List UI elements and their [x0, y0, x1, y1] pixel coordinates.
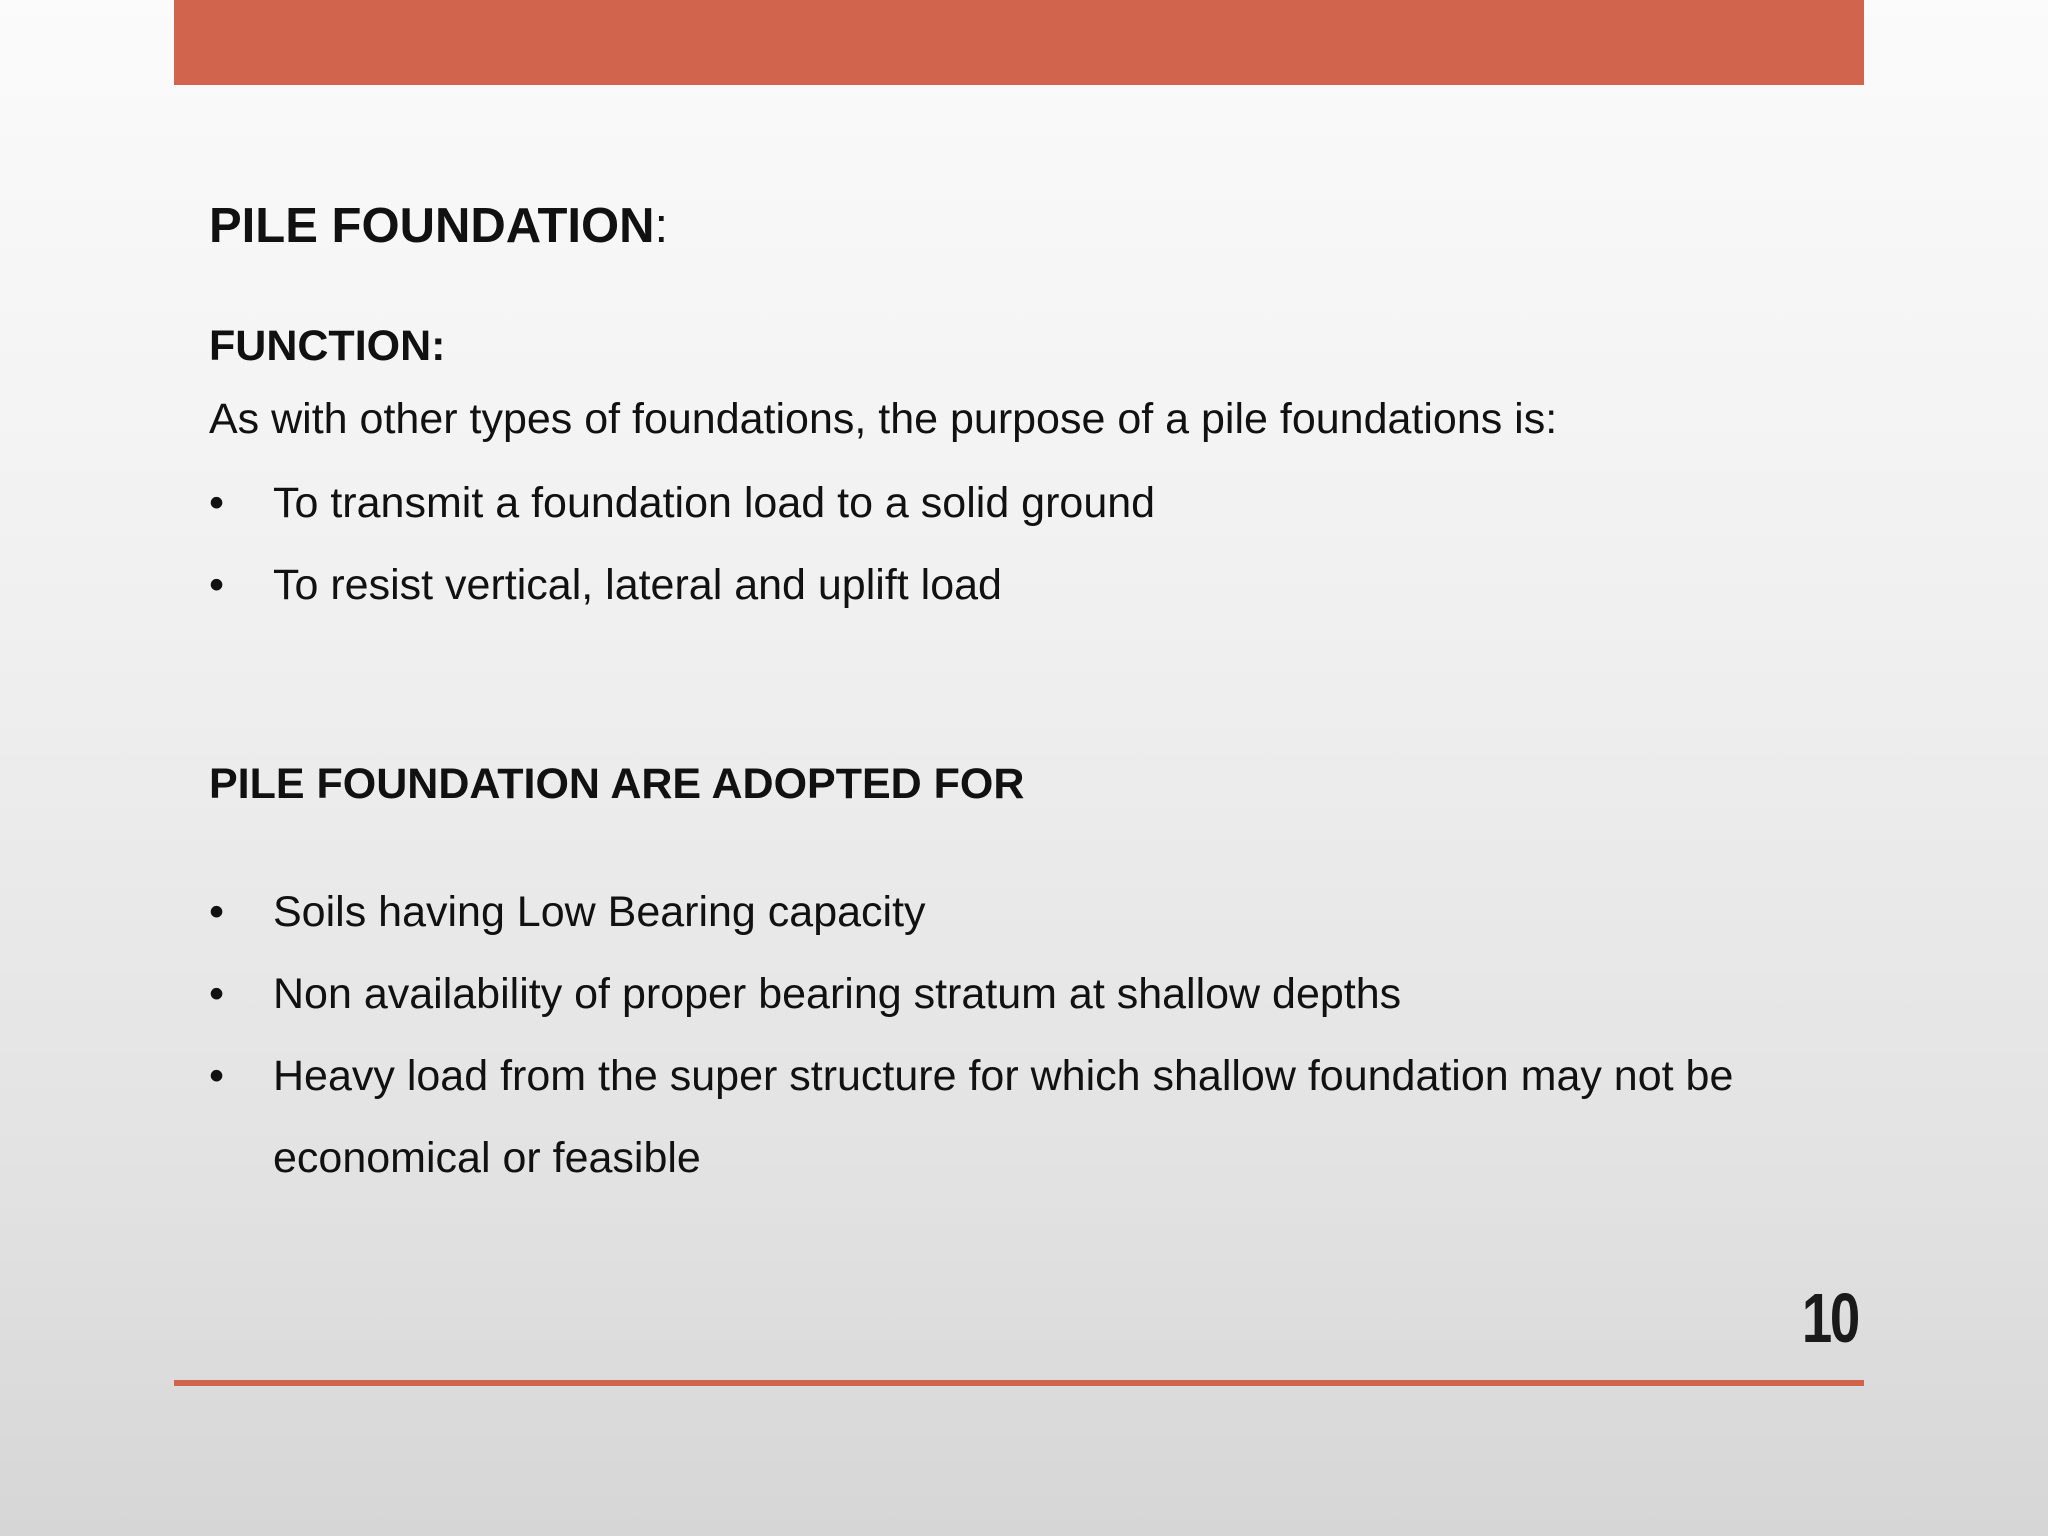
list-item — [209, 544, 1873, 626]
list-item — [209, 1035, 1873, 1199]
bullet-text: To resist vertical, lateral and uplift load — [273, 561, 1002, 609]
bottom-accent-rule — [174, 1380, 1864, 1386]
slide-number: 10 — [1801, 1279, 1858, 1357]
slide-title — [209, 198, 668, 254]
bullet-icon: • — [209, 888, 225, 936]
bullet-icon: • — [209, 1052, 225, 1100]
list-item — [209, 462, 1873, 544]
bullet-text: Non availability of proper bearing stratum at shallow depths — [273, 970, 1402, 1018]
bullet-icon: • — [209, 970, 225, 1018]
slide-title-colon: : — [654, 199, 669, 253]
bullet-icon: • — [209, 479, 225, 527]
list-item — [209, 871, 1873, 953]
adopted-bullet-list — [209, 871, 1873, 1199]
function-heading: FUNCTION: — [209, 322, 446, 370]
function-bullet-list — [209, 462, 1873, 626]
bullet-text: To transmit a foundation load to a solid ground — [273, 479, 1156, 527]
list-item — [209, 953, 1873, 1035]
top-accent-bar — [174, 0, 1864, 85]
adopted-heading: PILE FOUNDATION ARE ADOPTED FOR — [209, 760, 1025, 808]
bullet-icon: • — [209, 561, 225, 609]
slide-title-text: PILE FOUNDATION — [209, 199, 655, 253]
bullet-text: Heavy load from the super structure for which shallow foundation may not be economical or feasible — [273, 1052, 1734, 1182]
bullet-text: Soils having Low Bearing capacity — [273, 888, 926, 936]
intro-text: As with other types of foundations, the purpose of a pile foundations is: — [209, 395, 1558, 443]
